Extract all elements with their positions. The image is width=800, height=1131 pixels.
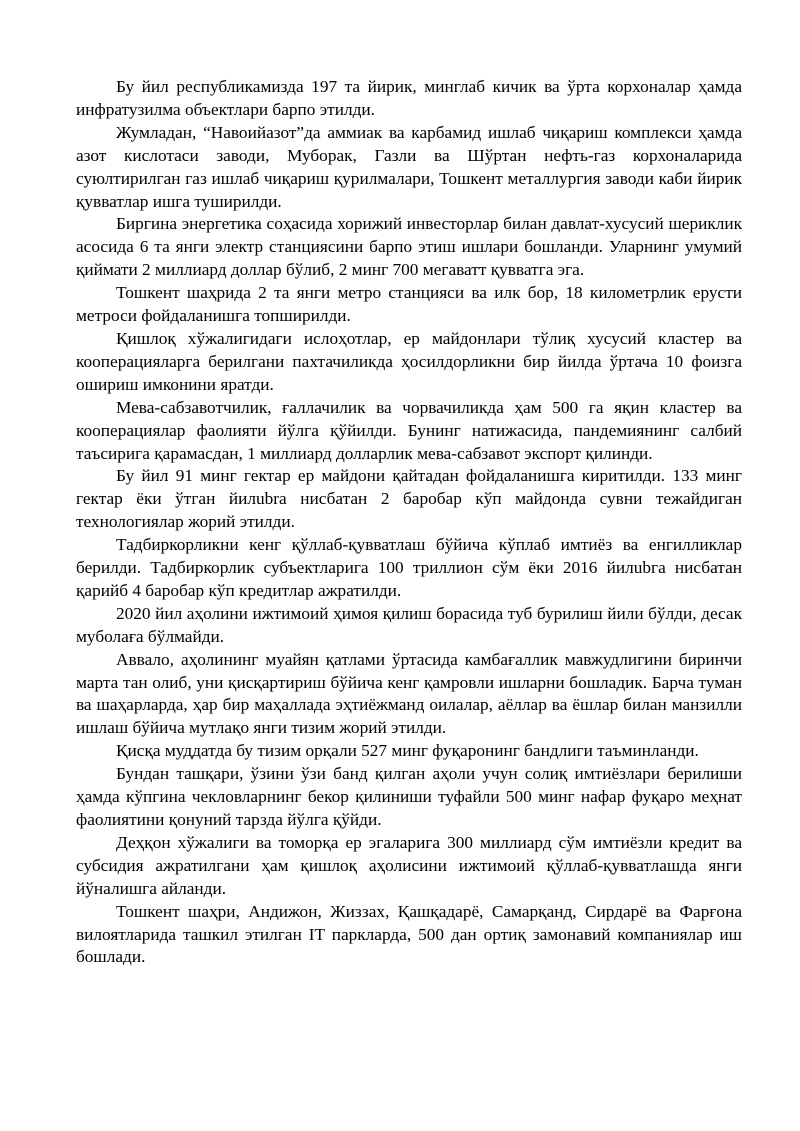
paragraph: Жумладан, “Навоийазот”да аммиак ва карбамид ишлаб чиқариш комплекси ҳамда азот кислотаси заводи, Муборак, Газли ва Шўртан нефть-газ корхоналарида суюлтирилган газ ишлаб чиқариш қурилмалари, Тошкент металлургия заводи каби йирик қувватлар ишга туширилди. bbox=[76, 122, 742, 211]
paragraph: Мева-сабзавотчилик, ғаллачилик ва чорвачиликда ҳам 500 га яқин кластер ва кооперациялар фаолияти йўлга қўйилди. Бунинг натижасида, пандемиянинг салбий таъсирига қарамасдан, 1 миллиард долларлик мева-сабзавот экспорт қилинди. bbox=[76, 397, 742, 463]
document-body bbox=[76, 76, 742, 969]
paragraph: Аввало, аҳолининг муайян қатлами ўртасида камбағаллик мавжудлигини биринчи марта тан олиб, уни қисқартириш бўйича кенг қамровли ишларни бошладик. Барча туман ва шаҳарларда, ҳар бир маҳаллада эҳтиёжманд оилалар, аёллар ва ёшлар билан манзилли ишлаш бўйича мутлақо янги тизим жорий этилди. bbox=[76, 649, 742, 738]
paragraph: Бу йил республикамизда 197 та йирик, минглаб кичик ва ўрта корхоналар ҳамда инфратузилма объектлари барпо этилди. bbox=[76, 77, 742, 119]
paragraph: Тошкент шаҳри, Андижон, Жиззах, Қашқадарё, Самарқанд, Сирдарё ва Фарғона вилоятларида ташкил этилган IT паркларда, 500 дан ортиқ замонавий компаниялар иш бошлади. bbox=[76, 901, 742, 967]
paragraph: Биргина энергетика соҳасида хорижий инвесторлар билан давлат-хусусий шериклик асосида 6 та янги электр станциясини барпо этиш ишлари бошланди. Уларнинг умумий қиймати 2 миллиард доллар бўлиб, 2 минг 700 мегаватт қувватга эга. bbox=[76, 214, 742, 280]
paragraph: Тошкент шаҳрида 2 та янги метро станцияси ва илк бор, 18 километрлик ерусти метроси фойдаланишга топширилди. bbox=[76, 283, 742, 326]
paragraph: Қишлоқ хўжалигидаги ислоҳотлар, ер майдонлари тўлиқ хусусий кластер ва кооперацияларга берилгани пахтачиликда ҳосилдорликни бир йилда ўртача 10 фоизга ошириш имконини яратди. bbox=[76, 328, 742, 394]
paragraph: Бу йил 91 минг гектар ер майдони қайтадан фойдаланишга киритилди. 133 минг гектар ёки ўтган йилubra нисбатан 2 баробар кўп майдонда сувни тежайдиган технологиялар жорий этилди. bbox=[76, 466, 742, 532]
paragraph: 2020 йил аҳолини ижтимоий ҳимоя қилиш борасида туб бурилиш йили бўлди, десак муболаға бўлмайди. bbox=[76, 603, 742, 646]
paragraph: Қисқа муддатда бу тизим орқали 527 минг фуқаронинг бандлиги таъминланди. bbox=[116, 741, 699, 761]
paragraph: Тадбиркорликни кенг қўллаб-қувватлаш бўйича кўплаб имтиёз ва енгилликлар берилди. Тадбиркорлик субъектларига 100 триллион сўм ёки 2016 йилubга нисбатан қарийб 4 баробар кўп кредитлар ажратилди. bbox=[76, 535, 742, 600]
paragraph: Деҳқон хўжалиги ва томорқа ер эгаларига 300 миллиард сўм имтиёзли кредит ва субсидия ажратилгани ҳам қишлоқ аҳолисини ижтимоий қўллаб-қувватлашда янги йўналишга айланди. bbox=[76, 832, 742, 898]
paragraph: Бундан ташқари, ўзини ўзи банд қилган аҳоли учун солиқ имтиёзлари берилиши ҳамда кўпгина чекловларнинг бекор қилиниши туфайли 500 минг нафар фуқаро меҳнат фаолиятини қонуний тарзда йўлга қўйди. bbox=[76, 764, 742, 829]
